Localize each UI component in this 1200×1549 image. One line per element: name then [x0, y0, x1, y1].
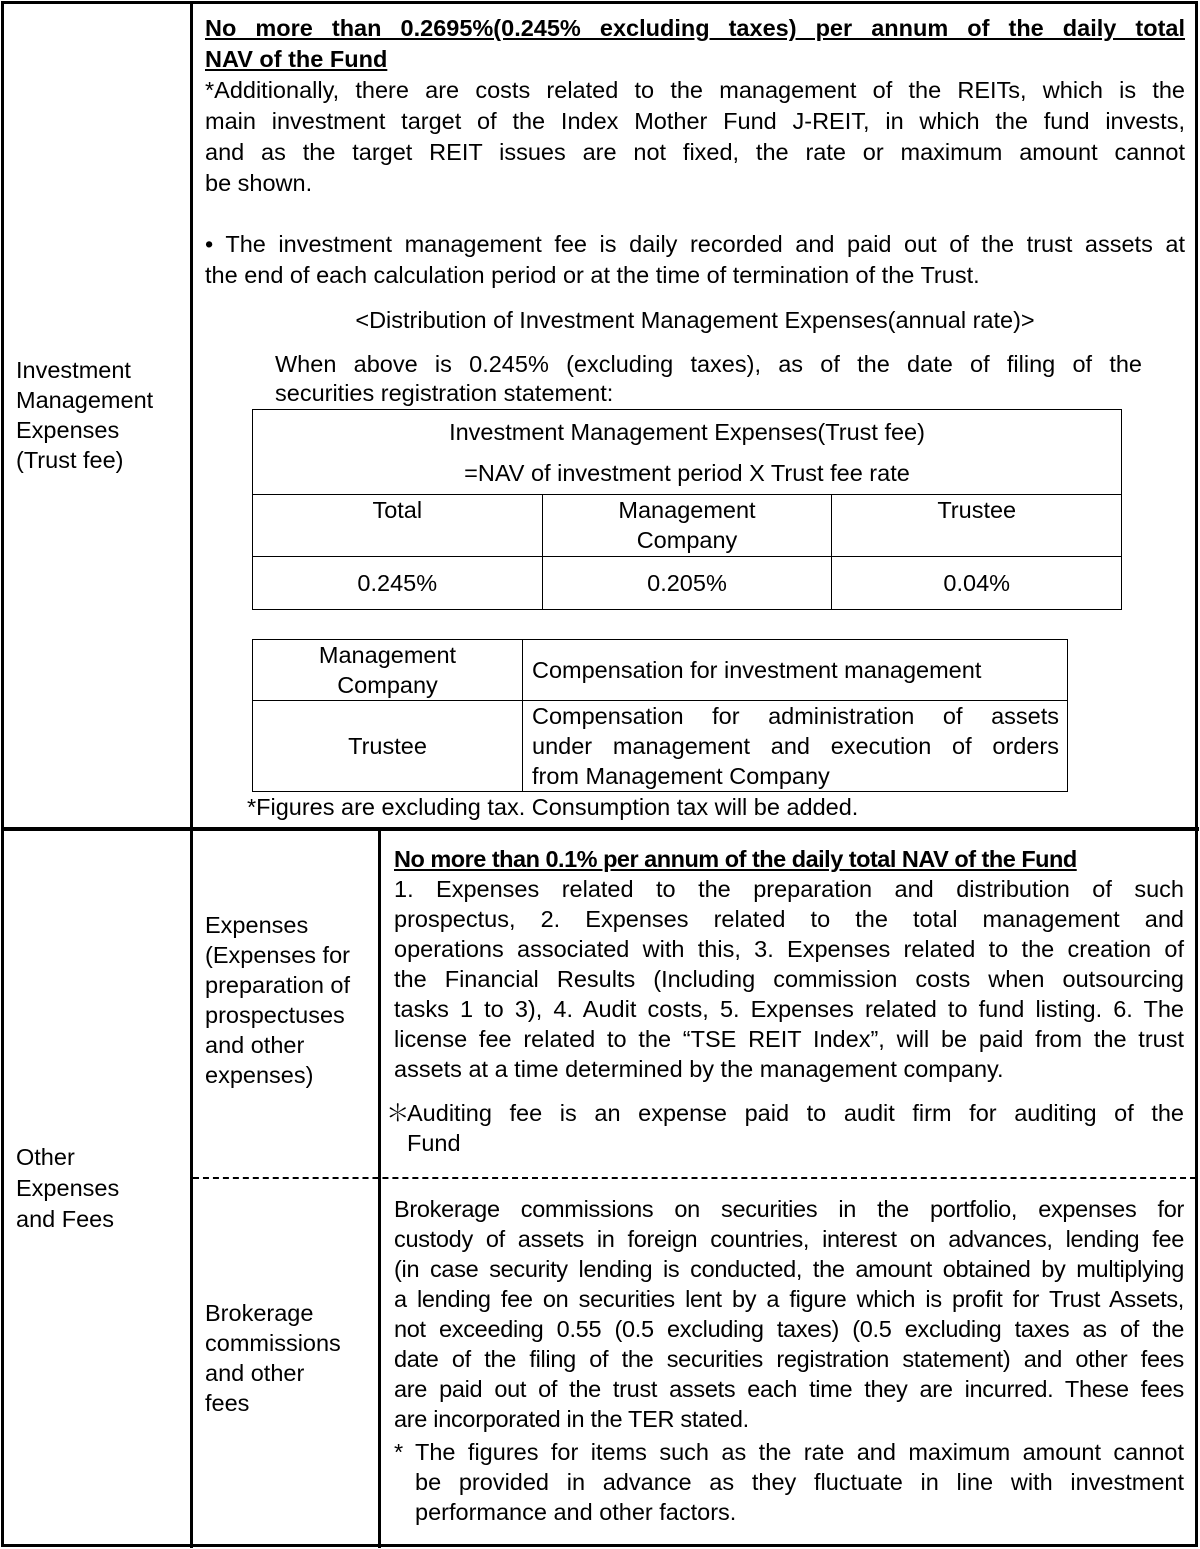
body-line: are paid out of the trust assets each time they are incurred. These fees — [394, 1376, 1184, 1402]
body-line: prospectus, 2. Expenses related to the total management and — [394, 906, 1184, 932]
body-line: tasks 1 to 3), 4. Audit costs, 5. Expenses related to fund listing. 6. The — [394, 996, 1184, 1022]
body-line: the Financial Results (Including commission costs when outsourcing — [394, 966, 1184, 992]
other-expenses-headline: No more than 0.1% per annum of the daily total NAV of the Fund — [394, 846, 1077, 872]
label-column-divider — [190, 1, 193, 1548]
body-line: a lending fee on securities lent by a figure which is profit for Trust Assets, — [394, 1286, 1184, 1312]
header-total: Total — [253, 495, 543, 557]
body-line: Brokerage commissions on securities in the portfolio, expenses for — [394, 1196, 1184, 1222]
label-line: commissions — [205, 1330, 341, 1356]
body-line: are incorporated in the TER stated. — [394, 1406, 749, 1432]
role-description — [523, 640, 1068, 701]
body-line: assets at a time determined by the management company. — [394, 1056, 1004, 1082]
label-line: (Trust fee) — [16, 447, 124, 473]
subsection-dashed-divider — [193, 1177, 1196, 1179]
body-line: custody of assets in foreign countries, interest on advances, lending fee — [394, 1226, 1184, 1252]
brokerage-body — [394, 1194, 1184, 1434]
description-line: from Management Company — [532, 763, 830, 789]
headline-line: NAV of the Fund — [205, 46, 388, 72]
description-line: Compensation for administration of assets — [532, 703, 1059, 729]
label-line: and other — [205, 1032, 305, 1058]
brokerage-label — [205, 1298, 377, 1418]
header-trustee: Trustee — [832, 495, 1122, 557]
bullet-line: • The investment management fee is daily recorded and paid out of the trust assets at — [205, 231, 1185, 257]
distribution-title: <Distribution of Investment Management Expenses(annual rate)> — [355, 307, 1035, 333]
description-line: Compensation for investment management — [532, 657, 982, 683]
filing-date-note — [275, 350, 1142, 408]
value-total: 0.245% — [253, 557, 543, 610]
label-line: fees — [205, 1390, 250, 1416]
when-line: securities registration statement: — [275, 380, 614, 406]
section1-label — [16, 355, 186, 475]
label-line: Expenses — [205, 912, 309, 938]
reit-cost-note — [205, 75, 1185, 199]
bullet-line: the end of each calculation period or at the time of termination of the Trust. — [205, 262, 980, 288]
description-line: under management and execution of orders — [532, 733, 1059, 759]
role-trustee: Trustee — [253, 701, 523, 792]
formula-cell — [253, 410, 1122, 495]
audit-note-mark: ＊ — [386, 1100, 410, 1126]
subcolumn-divider — [378, 829, 381, 1548]
note-line: be provided in advance as they fluctuate in line with investment — [415, 1469, 1184, 1495]
note-line: main investment target of the Index Mother Fund J-REIT, in which the fund invests, — [205, 108, 1185, 134]
brokerage-note-mark: * — [394, 1439, 404, 1465]
label-line: (Expenses for — [205, 942, 350, 968]
audit-line: Fund — [407, 1130, 461, 1156]
body-line: operations associated with this, 3. Expenses related to the creation of — [394, 936, 1184, 962]
label-line: Management — [16, 387, 154, 413]
label-line: Other — [16, 1144, 75, 1170]
role-description — [523, 701, 1068, 792]
note-line: performance and other factors. — [415, 1499, 737, 1525]
value-management-company: 0.205% — [542, 557, 832, 610]
body-line: date of the filing of the securities registration statement) and other fees — [394, 1346, 1184, 1372]
label-line: preparation of — [205, 972, 351, 998]
fee-recording-bullet — [205, 229, 1185, 291]
body-line: not exceeding 0.55 (0.5 excluding taxes) (0.5 excluding taxes as of the — [394, 1316, 1184, 1342]
expenses-label — [205, 910, 377, 1090]
label-line: prospectuses — [205, 1002, 345, 1028]
header-management-company: Management Company — [542, 495, 832, 557]
label-line: and other — [205, 1360, 305, 1386]
body-line: (in case security lending is conducted, the amount obtained by multiplying — [394, 1256, 1184, 1282]
when-line: When above is 0.245% (excluding taxes), as of the date of filing of the — [275, 351, 1142, 377]
formula-line: =NAV of investment period X Trust fee rate — [464, 460, 910, 486]
trust-fee-table — [252, 409, 1122, 610]
expenses-body — [394, 874, 1184, 1084]
label-line: Expenses — [16, 1175, 120, 1201]
section2-label — [16, 1142, 186, 1235]
body-line: license fee related to the “TSE REIT Index”, will be paid from the trust — [394, 1026, 1184, 1052]
headline-line: No more than 0.2695%(0.245% excluding taxes) per annum of the daily total — [205, 15, 1185, 41]
note-line: and as the target REIT issues are not fixed, the rate or maximum amount cannot — [205, 139, 1185, 165]
label-line: Investment — [16, 357, 131, 383]
formula-line: Investment Management Expenses(Trust fee) — [449, 419, 925, 445]
note-line: The figures for items such as the rate and maximum amount cannot — [415, 1439, 1184, 1465]
audit-line: Auditing fee is an expense paid to audit firm for auditing of the — [407, 1100, 1184, 1126]
tax-note: *Figures are excluding tax. Consumption tax will be added. — [247, 794, 859, 820]
role-table — [252, 639, 1068, 792]
note-line: be shown. — [205, 170, 313, 196]
note-line: *Additionally, there are costs related to the management of the REITs, which is the — [205, 77, 1185, 103]
value-trustee: 0.04% — [832, 557, 1122, 610]
section-divider — [1, 827, 1199, 831]
label-line: Expenses — [16, 417, 120, 443]
audit-note — [407, 1098, 1184, 1158]
label-line: expenses) — [205, 1062, 314, 1088]
label-line: Brokerage — [205, 1300, 314, 1326]
brokerage-note — [415, 1437, 1184, 1527]
body-line: 1. Expenses related to the preparation and distribution of such — [394, 876, 1184, 902]
role-management-company: Management Company — [253, 640, 523, 701]
label-line: and Fees — [16, 1206, 114, 1232]
trust-fee-headline — [205, 13, 1185, 75]
